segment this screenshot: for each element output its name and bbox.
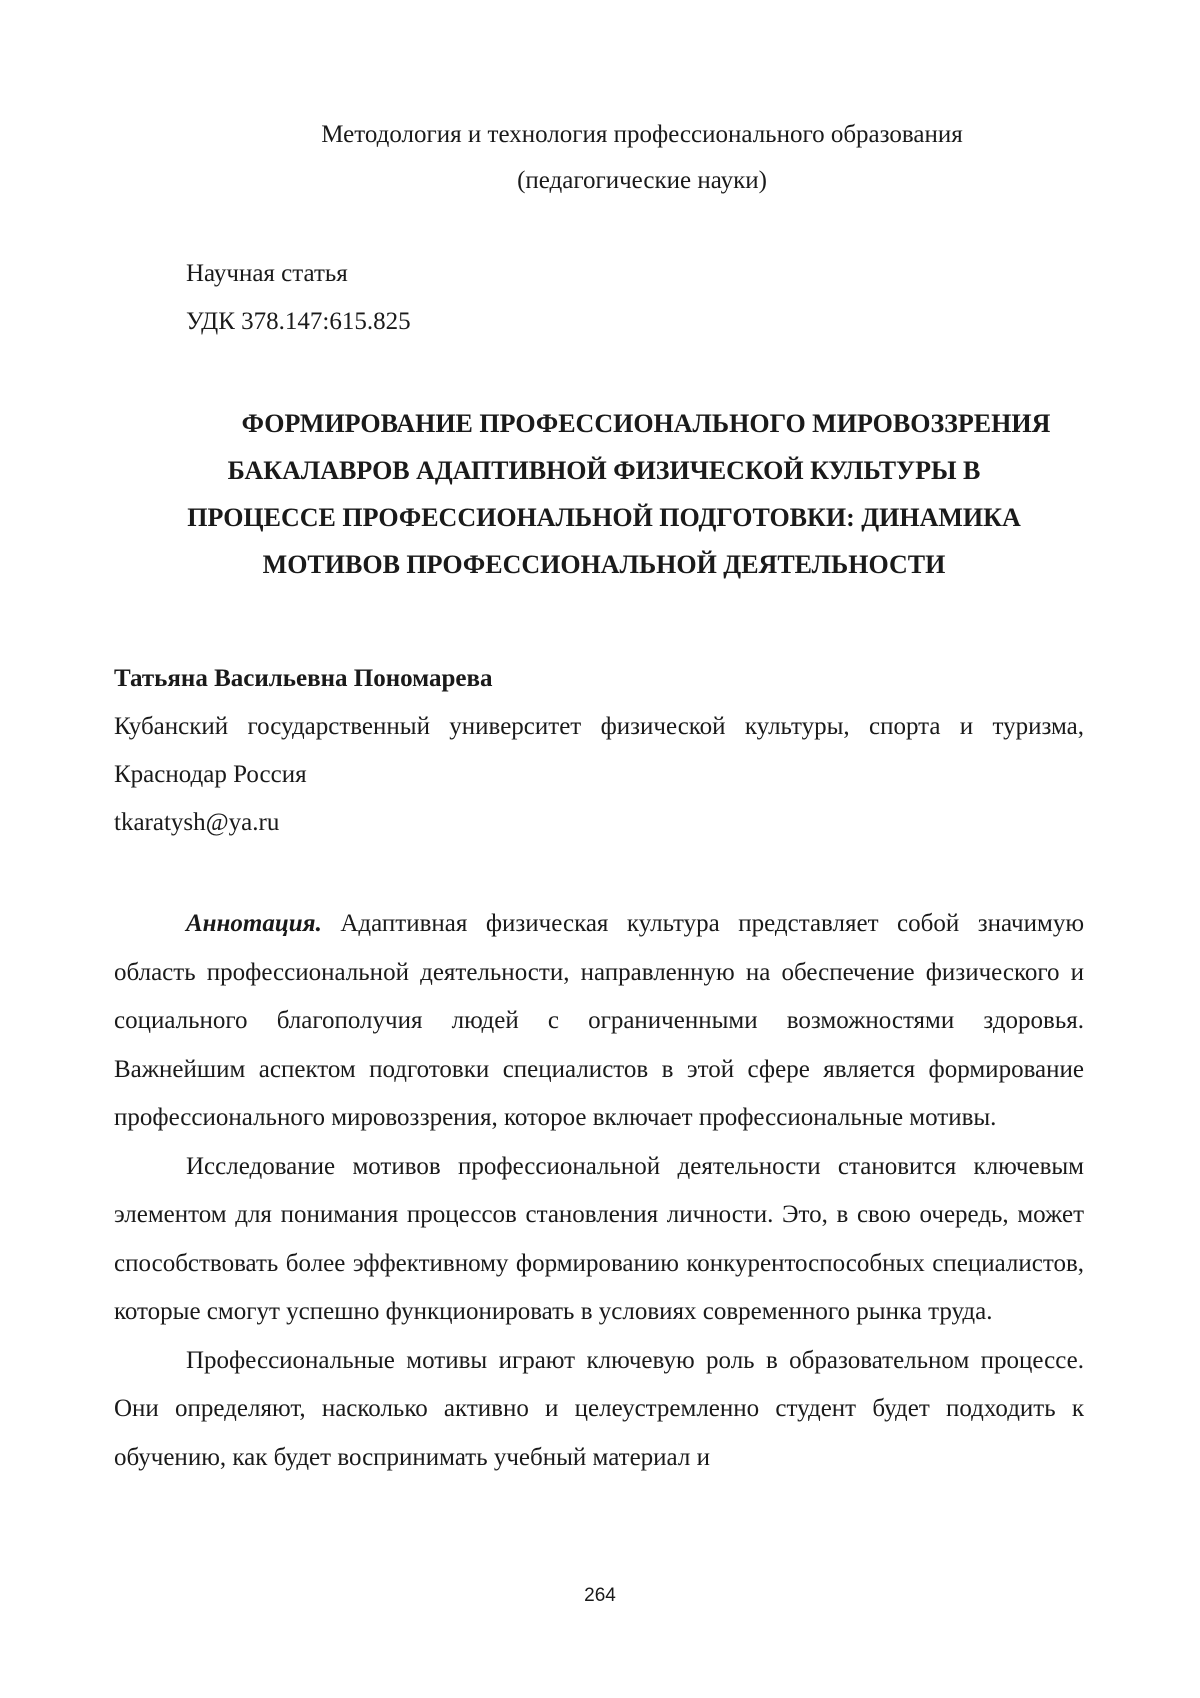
author-name: Татьяна Васильевна Пономарева xyxy=(114,665,493,692)
body-paragraph: Профессиональные мотивы играют ключевую роль в образовательном процессе. Они определяют, насколько активно и целеустремленно студент будет подходить к обучению, как будет воспринимать учебный материал и xyxy=(114,1346,1084,1471)
author-block xyxy=(114,655,1084,847)
abstract-paragraph xyxy=(114,900,1084,1143)
title-line: БАКАЛАВРОВ АДАПТИВНОЙ ФИЗИЧЕСКОЙ КУЛЬТУРЫ В xyxy=(227,456,981,485)
article-type: Научная статья xyxy=(186,260,348,287)
author-affiliation: Кубанский государственный университет физической культуры, спорта и туризма, Краснодар Россия xyxy=(114,713,1084,788)
article-body xyxy=(114,900,1084,1482)
abstract-label: Аннотация. xyxy=(186,910,322,937)
article-title xyxy=(114,400,1094,588)
section-heading-line: Методология и технология профессионального образования xyxy=(321,121,963,148)
body-paragraph: Исследование мотивов профессиональной деятельности становится ключевым элементом для понимания процессов становления личности. Это, в свою очередь, может способствовать более эффективному формированию конкурентоспособных специалистов, которые смогут успешно функционировать в условиях современного рынка труда. xyxy=(114,1152,1084,1325)
section-heading-subline: (педагогические науки) xyxy=(517,167,767,194)
udc-code: УДК 378.147:615.825 xyxy=(186,308,411,335)
journal-section-heading xyxy=(0,112,1200,204)
article-meta xyxy=(186,250,411,346)
author-email: tkaratysh@ya.ru xyxy=(114,809,280,836)
title-line: МОТИВОВ ПРОФЕССИОНАЛЬНОЙ ДЕЯТЕЛЬНОСТИ xyxy=(262,550,946,579)
title-line: ФОРМИРОВАНИЕ ПРОФЕССИОНАЛЬНОГО МИРОВОЗЗРЕНИЯ xyxy=(241,409,1051,438)
abstract-text: Адаптивная физическая культура представляет собой значимую область профессиональной деятельности, направленную на обеспечение физического и социального благополучия людей с ограниченными возможностями здоровья. Важнейшим аспектом подготовки специалистов в этой сфере является формирование профессионального мировоззрения, которое включает профессиональные мотивы. xyxy=(114,910,1085,1131)
page-number: 264 xyxy=(584,1585,616,1606)
title-line: ПРОЦЕССЕ ПРОФЕССИОНАЛЬНОЙ ПОДГОТОВКИ: ДИНАМИКА xyxy=(187,503,1021,532)
